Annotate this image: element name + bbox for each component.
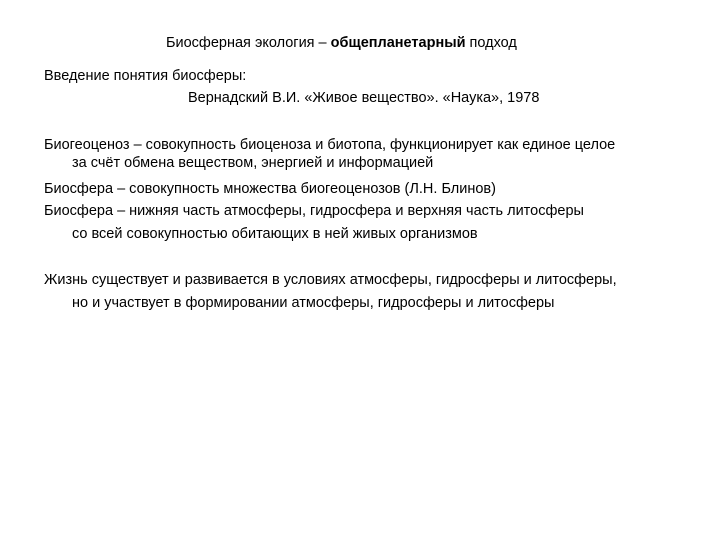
title-prefix: Биосферная экология – <box>166 35 331 51</box>
biosphere-definition-1: Биосфера – совокупность множества биогеоценозов (Л.Н. Блинов) <box>44 181 496 197</box>
biogeocenosis-line-2: за счёт обмена веществом, энергией и информацией <box>72 155 434 171</box>
title-suffix: подход <box>465 35 517 51</box>
biosphere-definition-2-line-1: Биосфера – нижняя часть атмосферы, гидросфера и верхняя часть литосферы <box>44 203 584 219</box>
life-statement-line-1: Жизнь существует и развивается в условиях атмосферы, гидросферы и литосферы, <box>44 272 617 288</box>
biosphere-definition-2-line-2: со всей совокупностью обитающих в ней живых организмов <box>72 226 478 242</box>
title-bold-word: общепланетарный <box>330 35 466 51</box>
slide-title <box>166 34 517 52</box>
citation-text: Вернадский В.И. «Живое вещество». «Наука», 1978 <box>188 90 540 106</box>
intro-text: Введение понятия биосферы: <box>44 68 247 84</box>
life-statement-line-2: но и участвует в формировании атмосферы, гидросферы и литосферы <box>72 295 555 311</box>
biogeocenosis-line-1: Биогеоценоз – совокупность биоценоза и биотопа, функционирует как единое целое <box>44 137 616 153</box>
